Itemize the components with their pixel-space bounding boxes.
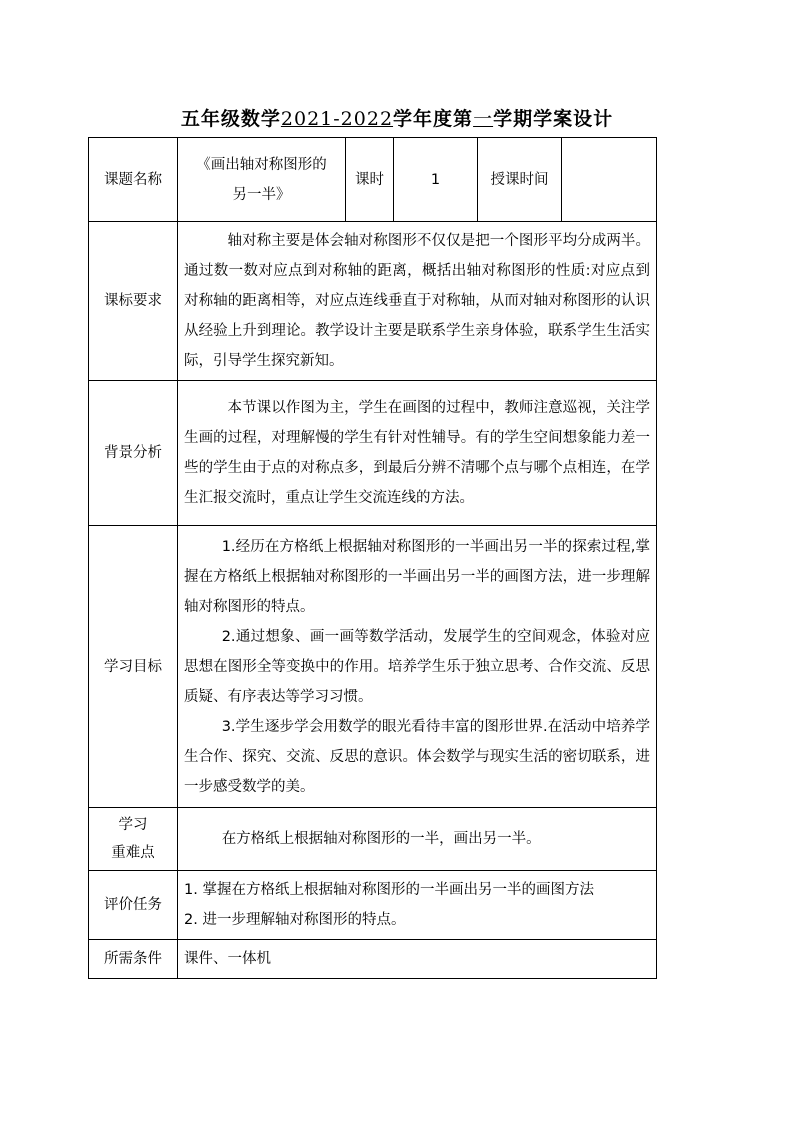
hours-value: 1 [394, 138, 478, 222]
topic-value-line1: 《画出轴对称图形的 [196, 156, 327, 173]
goal-3: 3.学生逐步学会用数学的眼光看待丰富的图形世界.在活动中培养学生合作、探究、交流、反思的意识。体会数学与现实生活的密切联系，进一步感受数学的美。 [184, 718, 650, 795]
topic-value-line2: 另一半》 [232, 186, 291, 203]
goal-2: 2.通过想象、画一画等数学活动，发展学生的空间观念，体验对应思想在图形全等变换中的作用。培养学生乐于独立思考、合作交流、反思质疑、有序表达等学习习惯。 [184, 628, 650, 705]
title-prefix: 五年级数学 [180, 108, 281, 130]
background-label: 背景分析 [89, 381, 178, 526]
tasks-label: 评价任务 [89, 871, 178, 940]
title-year: 2021-2022 [280, 108, 394, 130]
title-mid: 学年度第 [393, 108, 474, 130]
row-goals [89, 526, 657, 808]
lesson-plan-table [88, 137, 657, 979]
time-value [562, 138, 657, 222]
row-conditions [89, 940, 657, 979]
goal-1: 1.经历在方格纸上根据轴对称图形的一半画出另一半的探索过程,掌握在方格纸上根据轴对称图形的一半画出另一半的画图方法，进一步理解轴对称图形的特点。 [184, 538, 650, 615]
task-1: 1. 掌握在方格纸上根据轴对称图形的一半画出另一半的画图方法 [184, 882, 594, 898]
conditions-label: 所需条件 [89, 940, 178, 979]
time-label: 授课时间 [478, 138, 562, 222]
difficulty-label [89, 808, 178, 871]
title-term-blank: 一 [473, 108, 494, 130]
goals-label: 学习目标 [89, 526, 178, 808]
document-title [0, 104, 794, 131]
hours-label: 课时 [346, 138, 394, 222]
row-standard [89, 222, 657, 381]
topic-label: 课题名称 [89, 138, 178, 222]
standard-label: 课标要求 [89, 222, 178, 381]
difficulty-label-line2: 重难点 [111, 845, 155, 861]
row-tasks [89, 871, 657, 940]
task-2: 2. 进一步理解轴对称图形的特点。 [184, 912, 406, 928]
row-background [89, 381, 657, 526]
standard-text: 轴对称主要是体会轴对称图形不仅仅是把一个图形平均分成两半。通过数一数对应点到对称轴的距离，概括出轴对称图形的性质:对应点到对称轴的距离相等，对应点连线垂直于对称轴，从而对轴对称图形的认识从经验上升到理论。教学设计主要是联系学生亲身体验，联系学生生活实际，引导学生探究新知。 [178, 222, 657, 381]
row-topic [89, 138, 657, 222]
goals-cell [178, 526, 657, 808]
topic-value [178, 138, 346, 222]
conditions-text: 课件、一体机 [178, 940, 657, 979]
tasks-cell [178, 871, 657, 940]
title-suffix: 学期学案设计 [493, 108, 614, 130]
difficulty-text: 在方格纸上根据轴对称图形的一半，画出另一半。 [178, 808, 657, 871]
row-difficulty [89, 808, 657, 871]
difficulty-label-line1: 学习 [118, 817, 148, 833]
background-text: 本节课以作图为主，学生在画图的过程中，教师注意巡视，关注学生画的过程，对理解慢的学生有针对性辅导。有的学生空间想象能力差一些的学生由于点的对称点多，到最后分辨不清哪个点与哪个点相连，在学生汇报交流时，重点让学生交流连线的方法。 [178, 381, 657, 526]
